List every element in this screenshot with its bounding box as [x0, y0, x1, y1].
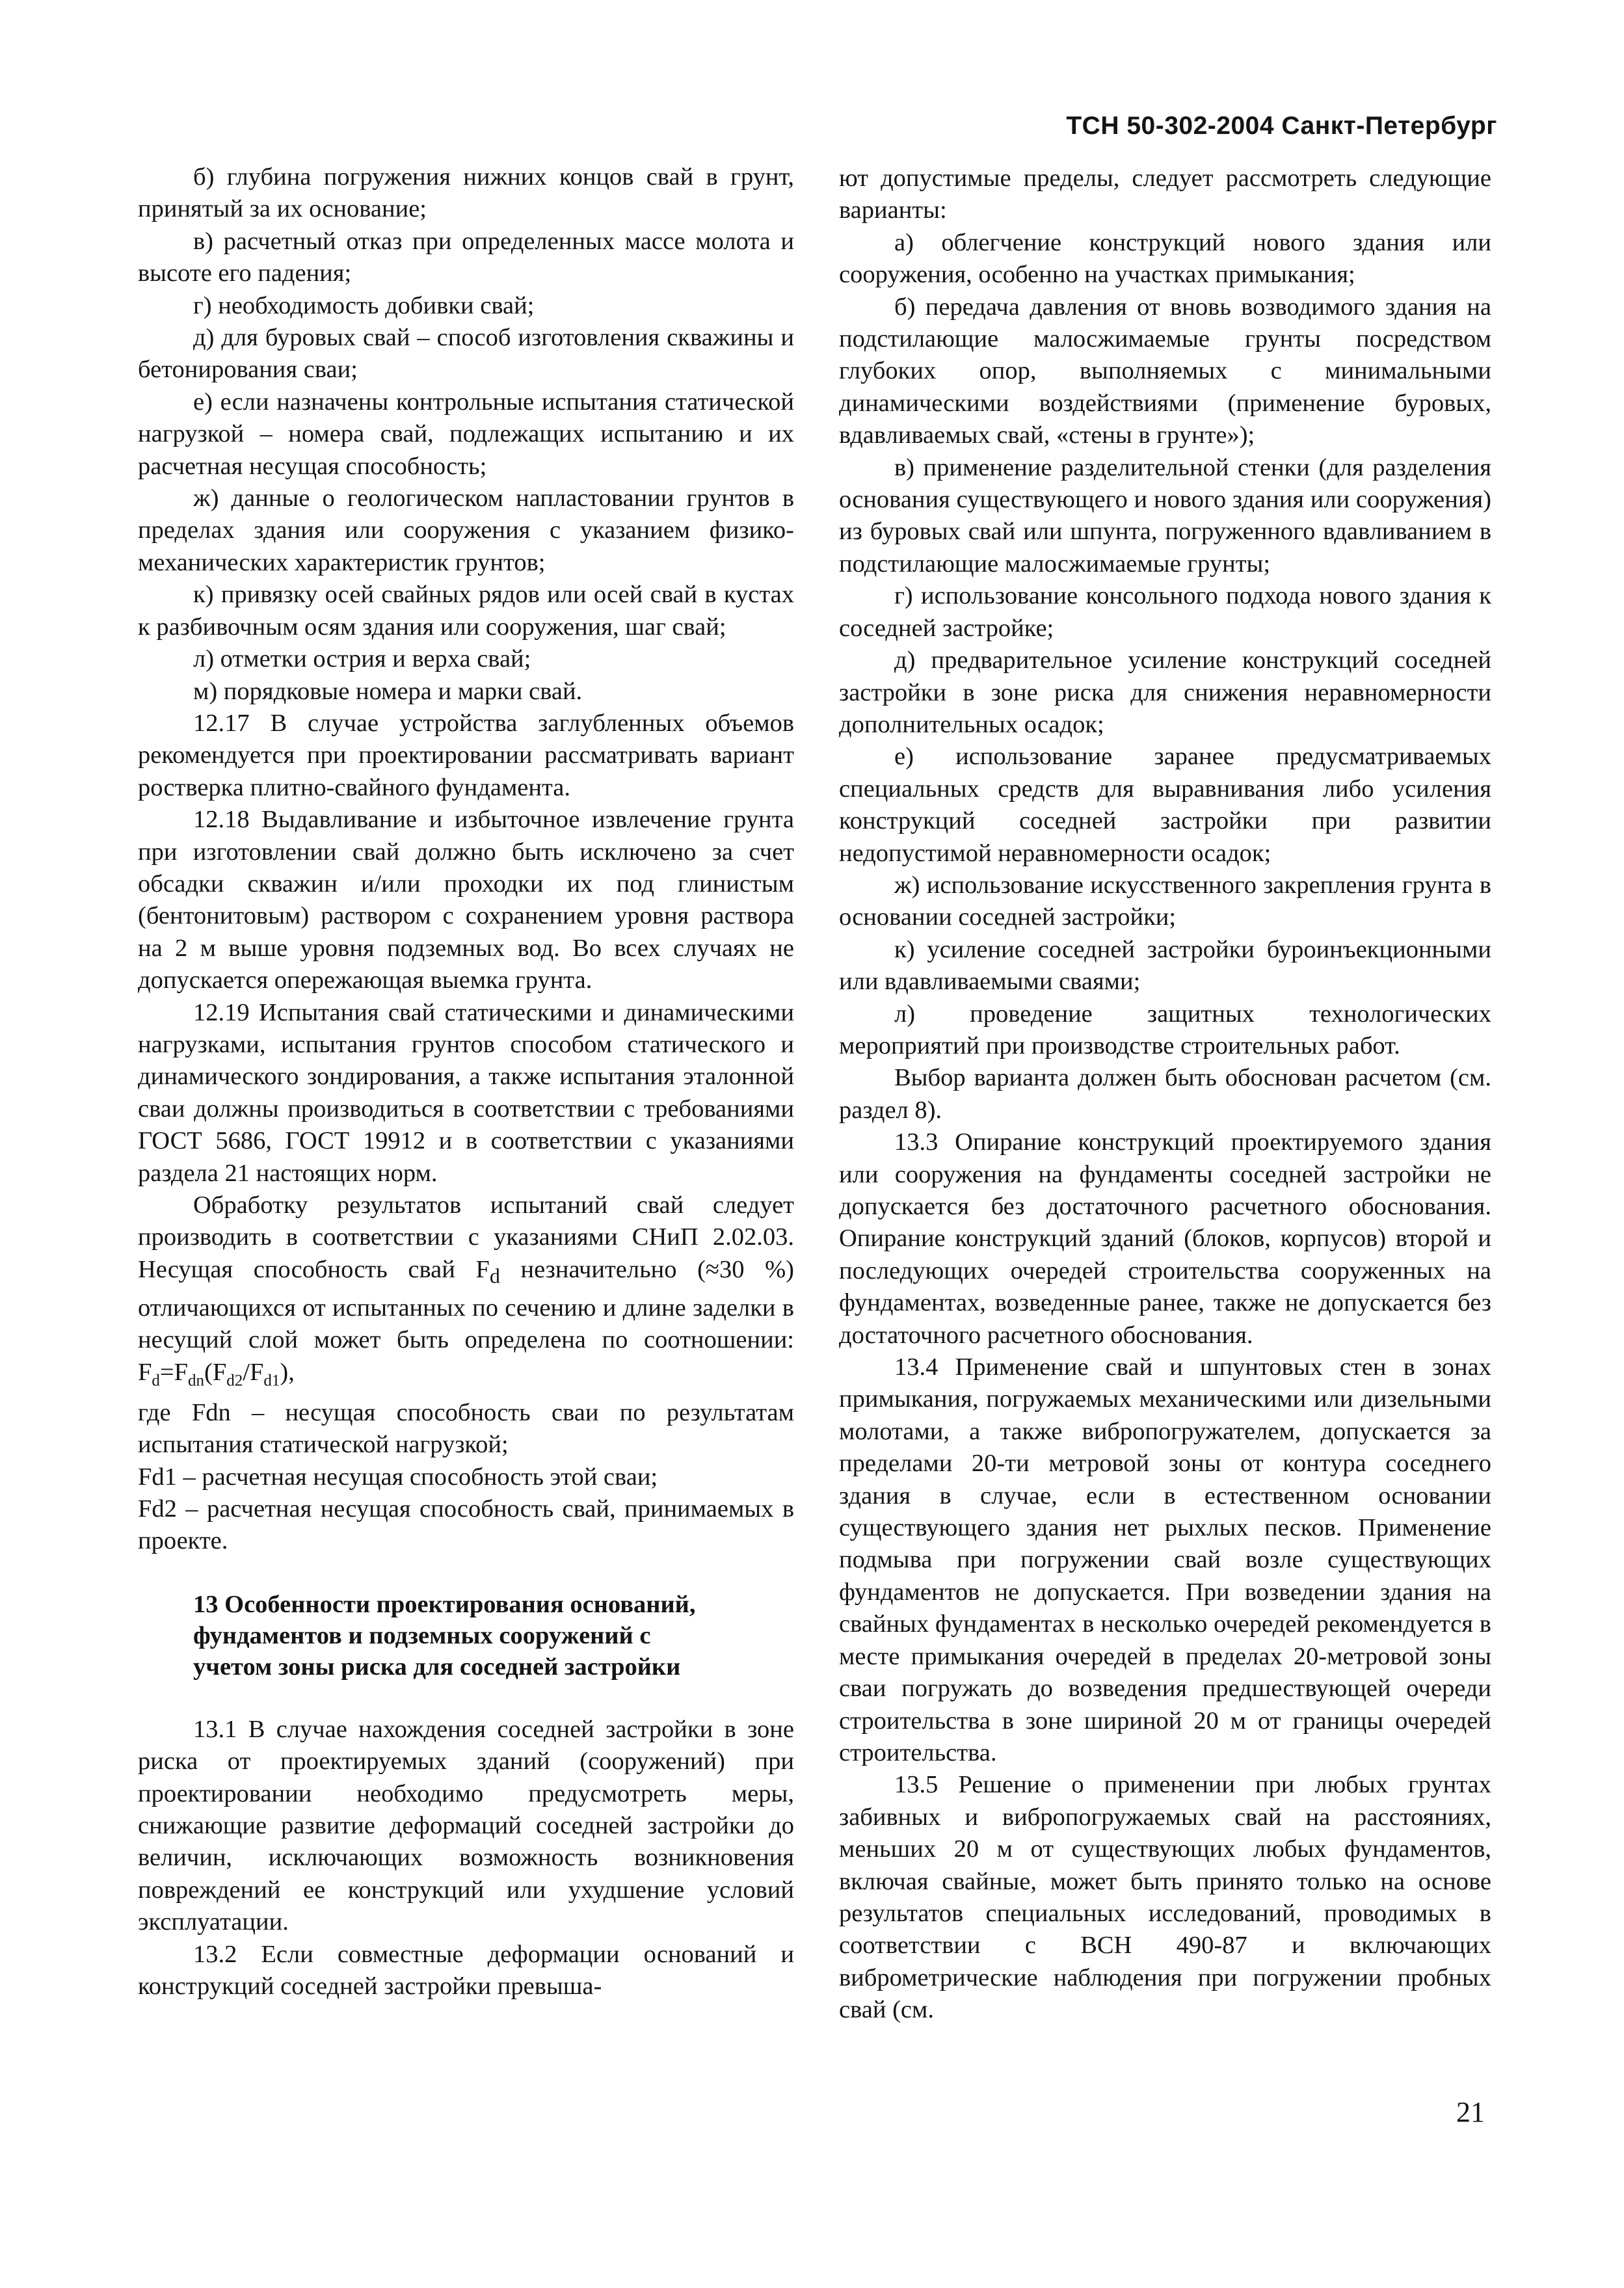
list-item: г) использование консольного подхода нового здания к соседней застройке;: [839, 582, 1491, 642]
clause-12-17: 12.17 В случае устройства заглубленных объемов рекомендуется при проектировании рассматривать вариант ростверка плитно-свайного фундамента.: [138, 709, 794, 801]
list-item: л) отметки острия и верха свай;: [193, 645, 531, 673]
list-item: д) предварительное усиление конструкций соседней застройки в зоне риска для снижения неравномерности дополнительных осадок;: [839, 646, 1491, 738]
list-item: к) привязку осей свайных рядов или осей свай в кустах к разбивочным осям здания или сооружения, шаг свай;: [138, 581, 794, 641]
list-item: а) облегчение конструкций нового здания или сооружения, особенно на участках примыкания;: [839, 228, 1491, 289]
list-item: в) расчетный отказ при определенных массе молота и высоте его падения;: [138, 227, 794, 287]
right-column: [839, 163, 1491, 2027]
list-item: ж) данные о геологическом напластовании грунтов в пределах здания или сооружения с указанием физико-механических характеристик грунтов;: [138, 485, 794, 576]
continuation-text: ют допустимые пределы, следует рассмотреть следующие варианты:: [839, 165, 1491, 224]
list-item: д) для буровых свай – способ изготовления скважины и бетонирования сваи;: [138, 324, 794, 384]
left-column: [138, 161, 794, 2003]
list-item: л) проведение защитных технологических мероприятий при производстве строительных работ.: [839, 1000, 1491, 1059]
page-number: 21: [1456, 2096, 1485, 2128]
list-item: в) применение разделительной стенки (для разделения основания существующего и нового здания или сооружения) из буровых свай или шпунта, погруженного вдавливанием в подстилающие малосжимаемые грунты;: [839, 453, 1491, 578]
list-item: е) использование заранее предусматриваемых специальных средств для выравнивания либо усиления конструкций соседней застройки при развитии недопустимой неравномерности осадок;: [839, 743, 1491, 867]
clause-13-1: 13.1 В случае нахождения соседней застройки в зоне риска от проектируемых зданий (сооружений) при проектировании необходимо предусмотреть меры, снижающие развитие деформаций соседней застройки до величин, исключающих возможность возникновения повреждений ее конструкций или ухудшение условий эксплуатации.: [138, 1715, 794, 1936]
formula: $F_d=F_{dn}(F_{d2}/F_{d1})$,: [138, 1358, 295, 1390]
variant-choice-note: Выбор варианта должен быть обоснован расчетом (см. раздел 8).: [839, 1064, 1491, 1124]
test-processing-text: Обработку результатов испытаний свай следует производить в соответствии с указаниями СНиП 2.02.03. Несущая способность свай: [138, 1191, 794, 1283]
running-header: ТСН 50-302-2004 Санкт-Петербург: [1066, 112, 1497, 140]
formula-definition: где Fdn – несущая способность сваи по результатам испытания статической нагрузкой;: [138, 1398, 794, 1459]
fd-symbol: $F_d$: [475, 1255, 500, 1288]
list-item: б) глубина погружения нижних концов свай в грунт, принятый за их основание;: [138, 163, 794, 223]
test-processing-text-cont: незначительно (≈30 %) отличающихся от испытанных по сечению и длине заделки в несущий слой может быть определена по соотношении:: [138, 1255, 794, 1354]
formula-definition: Fd1 – расчетная несущая способность этой сваи;: [138, 1463, 658, 1491]
clause-12-19: 12.19 Испытания свай статическими и динамическими нагрузками, испытания грунтов способом статического и динамического зондирования, а также испытания эталонной сваи должны производиться в соответствии с требованиями ГОСТ 5686, ГОСТ 19912 и в соответствии с указаниями раздела 21 настоящих норм.: [138, 998, 794, 1187]
list-item: к) усиление соседней застройки буроинъекционными или вдавливаемыми сваями;: [839, 935, 1491, 996]
list-item: е) если назначены контрольные испытания статической нагрузкой – номера свай, подлежащих испытанию и их расчетная несущая способность;: [138, 388, 794, 480]
test-processing-paragraph: [138, 1190, 794, 1397]
clause-13-2: 13.2 Если совместные деформации оснований и конструкций соседней застройки превыша-: [138, 1940, 794, 2001]
section-13-heading: 13 Особенности проектирования оснований, фундаментов и подземных сооружений с учетом зоны риска для соседней застройки: [193, 1590, 696, 1681]
clause-13-5: 13.5 Решение о применении при любых грунтах забивных и вибропогружаемых свай на расстояниях, меньших 20 м от существующих любых фундаментов, включая свайные, может быть принято только на основе результатов специальных исследований, проводимых в соответствии с ВСН 490-87 и включающих виброметрические наблюдения при погружении пробных свай (см.: [839, 1771, 1491, 2024]
formula-definition: Fd2 – расчетная несущая способность свай, принимаемых в проекте.: [138, 1495, 794, 1555]
clause-12-18: 12.18 Выдавливание и избыточное извлечение грунта при изготовлении свай должно быть исключено за счет обсадки скважин и/или проходки их под глинистым (бентонитовым) раствором с сохранением уровня раствора на 2 м выше уровня подземных вод. Во всех случаях не допускается опережающая выемка грунта.: [138, 806, 794, 994]
clause-13-3: 13.3 Опирание конструкций проектируемого здания или сооружения на фундаменты соседней застройки не допускается без достаточного расчетного обоснования. Опирание конструкций зданий (блоков, корпусов) второй и последующих очередей строительства сооруженных на фундаментах, возведенные ранее, также не допускается без достаточного расчетного обоснования.: [839, 1128, 1491, 1349]
list-item: м) порядковые номера и марки свай.: [193, 677, 583, 705]
list-item: г) необходимость добивки свай;: [193, 291, 535, 319]
clause-13-4: 13.4 Применение свай и шпунтовых стен в зонах примыкания, погружаемых механическими или дизельными молотами, а также вибропогружателем, допускается за пределами 20-ти метровой зоны от контура соседнего здания в случае, если в естественном основании существующего здания нет рыхлых песков. Применение подмыва при погружении свай возле существующих фундаментов не допускается. При возведении здания на свайных фундаментах в несколько очередей рекомендуется в месте примыкания очередей в пределах 20-метровой зоны сваи погружать до возведения предшествующей очереди строительства в зоне шириной 20 м от границы очередей строительства.: [839, 1353, 1491, 1766]
list-item: б) передача давления от вновь возводимого здания на подстилающие малосжимаемые грунты посредством глубоких опор, выполняемых с минимальными динамическими воздействиями (применение буровых, вдавливаемых свай, «стены в грунте»);: [839, 293, 1491, 449]
list-item: ж) использование искусственного закрепления грунта в основании соседней застройки;: [839, 871, 1491, 931]
